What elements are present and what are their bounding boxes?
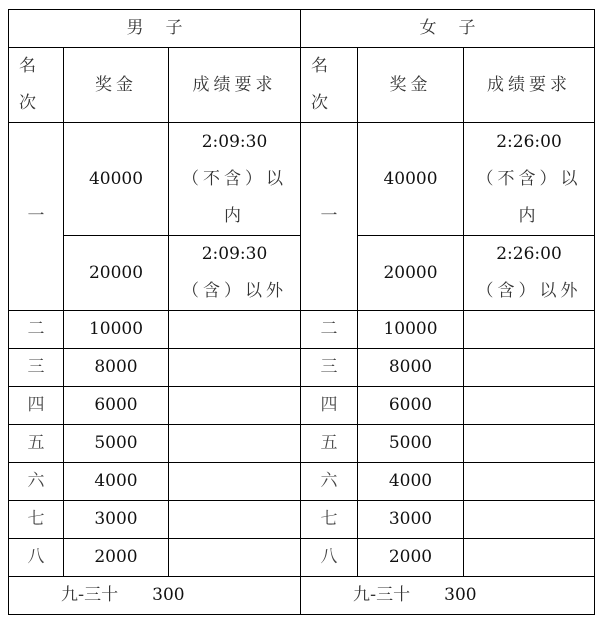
men-requirement-1a: 2:09:30 （不含）以 内: [169, 123, 301, 236]
women-rank: 四: [301, 387, 358, 425]
men-requirement: [169, 349, 301, 387]
women-requirement-header: 成绩要求: [464, 48, 595, 123]
women-rank: 八: [301, 539, 358, 577]
men-prize-1b: 20000: [64, 236, 169, 311]
men-prize-header: 奖金: [64, 48, 169, 123]
men-footer-prize: 300: [152, 585, 185, 605]
men-section-title: 男子: [9, 10, 301, 48]
women-rank-header: 名 次: [301, 48, 358, 123]
men-rank: 八: [9, 539, 64, 577]
men-rank: 七: [9, 501, 64, 539]
women-prize-1b: 20000: [358, 236, 464, 311]
men-prize: 10000: [64, 311, 169, 349]
women-prize: 5000: [358, 425, 464, 463]
women-requirement: [464, 539, 595, 577]
men-prize-1a: 40000: [64, 123, 169, 236]
men-prize: 6000: [64, 387, 169, 425]
table-row: [9, 387, 595, 425]
men-requirement-1b: 2:09:30 （含）以外: [169, 236, 301, 311]
women-rank: 三: [301, 349, 358, 387]
women-prize: 8000: [358, 349, 464, 387]
table-row: [9, 349, 595, 387]
men-rank: 六: [9, 463, 64, 501]
women-requirement: [464, 349, 595, 387]
women-rank-1: 一: [301, 123, 358, 311]
women-rank: 五: [301, 425, 358, 463]
men-prize: 2000: [64, 539, 169, 577]
men-footer: [9, 577, 301, 615]
women-footer-range: 九-三十: [353, 585, 411, 605]
women-prize: 2000: [358, 539, 464, 577]
women-rank: 七: [301, 501, 358, 539]
men-requirement: [169, 463, 301, 501]
men-requirement-header: 成绩要求: [169, 48, 301, 123]
women-requirement: [464, 501, 595, 539]
women-prize-1a: 40000: [358, 123, 464, 236]
men-rank: 五: [9, 425, 64, 463]
women-footer-prize: 300: [444, 585, 477, 605]
women-footer: [301, 577, 595, 615]
women-rank: 六: [301, 463, 358, 501]
table-row: [9, 539, 595, 577]
men-rank: 二: [9, 311, 64, 349]
women-requirement: [464, 463, 595, 501]
women-prize: 4000: [358, 463, 464, 501]
women-requirement-1b: 2:26:00 （含）以外: [464, 236, 595, 311]
men-prize: 3000: [64, 501, 169, 539]
table-row: [9, 463, 595, 501]
men-requirement: [169, 425, 301, 463]
women-prize: 6000: [358, 387, 464, 425]
men-rank-header: 名 次: [9, 48, 64, 123]
men-prize: 4000: [64, 463, 169, 501]
prize-table: [8, 9, 595, 615]
men-prize: 5000: [64, 425, 169, 463]
table-row: [9, 501, 595, 539]
men-requirement: [169, 311, 301, 349]
women-section-title: 女子: [301, 10, 595, 48]
women-requirement-1a: 2:26:00 （不含）以 内: [464, 123, 595, 236]
women-prize: 3000: [358, 501, 464, 539]
women-rank: 二: [301, 311, 358, 349]
women-requirement: [464, 425, 595, 463]
men-footer-range: 九-三十: [61, 585, 119, 605]
women-prize: 10000: [358, 311, 464, 349]
table-row: [9, 425, 595, 463]
women-requirement: [464, 387, 595, 425]
table-row: [9, 311, 595, 349]
men-rank: 三: [9, 349, 64, 387]
women-prize-header: 奖金: [358, 48, 464, 123]
men-requirement: [169, 501, 301, 539]
men-rank-1: 一: [9, 123, 64, 311]
men-requirement: [169, 539, 301, 577]
women-requirement: [464, 311, 595, 349]
men-rank: 四: [9, 387, 64, 425]
men-prize: 8000: [64, 349, 169, 387]
men-requirement: [169, 387, 301, 425]
